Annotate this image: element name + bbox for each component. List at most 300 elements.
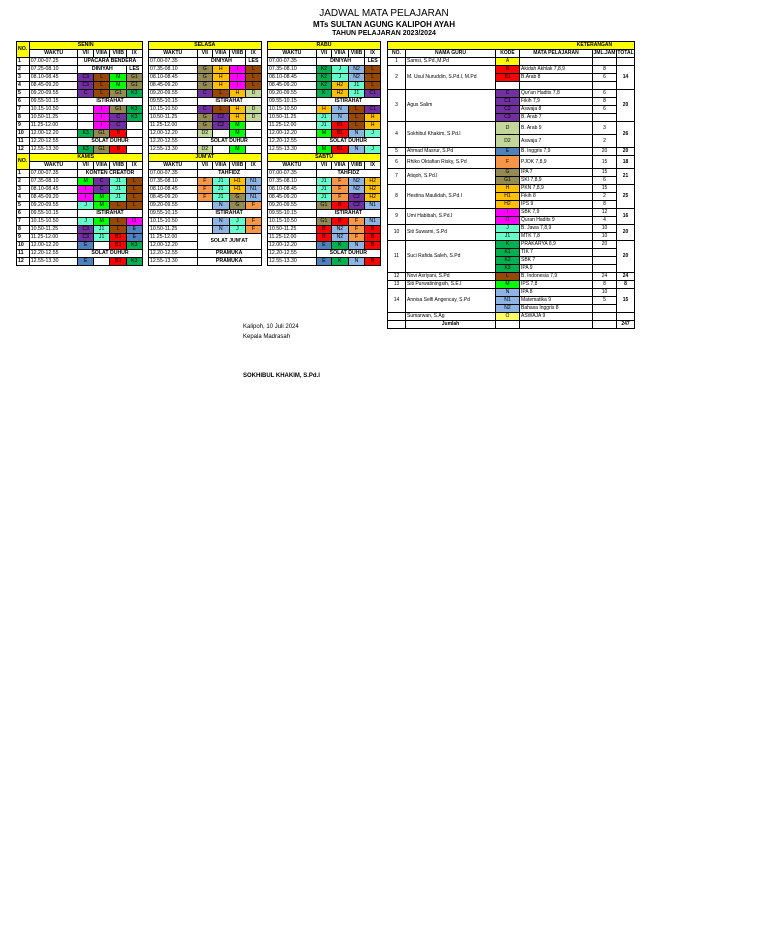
period-time: 09.55-10.15	[29, 210, 78, 218]
subject-code-cell: F	[332, 178, 349, 186]
subject-code-cell: J	[365, 130, 381, 138]
subject-hours	[593, 313, 617, 321]
subject-code-cell: J1	[93, 234, 110, 242]
subject-code-cell: F	[197, 194, 212, 202]
period-row	[17, 130, 381, 138]
subject-code-cell: L	[93, 90, 110, 98]
event-cell: PRAMUKA	[197, 250, 261, 258]
subject-code-cell: L	[127, 178, 142, 186]
period-row	[17, 194, 381, 202]
subject-code-cell: D	[246, 114, 261, 122]
subject-code-cell: H2	[365, 186, 381, 194]
period-time: 07.25-08.10	[29, 66, 78, 74]
subject-code-cell	[127, 146, 142, 154]
event-cell: SOLAT DUHUR	[78, 138, 142, 146]
period-time: 12.00-12.20	[29, 130, 78, 138]
subject-code-cell: B1	[110, 242, 127, 250]
subject-code-cell: N	[348, 146, 365, 154]
subject-code-cell: H2	[365, 178, 381, 186]
period-time: 12.20-12.55	[268, 138, 317, 146]
subject-code-cell	[197, 226, 212, 234]
period-time: 08.10-08.45	[268, 186, 317, 194]
period-time: 09.20-09.55	[148, 202, 197, 210]
subject-code-cell	[197, 202, 212, 210]
subject-name: SKI 7,8,9	[520, 177, 593, 185]
les-cell: LES	[127, 66, 142, 74]
subject-code-cell: N	[212, 226, 229, 234]
subject-code-cell: N	[348, 130, 365, 138]
subject-code-cell: F	[348, 218, 365, 226]
period-row	[17, 146, 381, 154]
period-row	[17, 186, 381, 194]
subject-code-cell: H2	[332, 90, 349, 98]
period-time: 12.55-13.30	[29, 146, 78, 154]
period-number: 7	[17, 106, 30, 114]
teacher-name: Novi Asriyani, S.Pd	[406, 273, 496, 281]
subject-code: O	[496, 313, 520, 321]
period-number: 4	[17, 82, 30, 90]
subject-name: ASWAJA 9	[520, 313, 593, 321]
subject-code-cell: J1	[316, 122, 331, 130]
subject-code-cell	[127, 130, 142, 138]
subject-code-cell: H1	[229, 178, 246, 186]
subject-code-cell: H	[316, 106, 331, 114]
subject-hours: 8	[593, 281, 617, 289]
period-time: 10.50-11.25	[268, 114, 317, 122]
subject-code-cell: N2	[332, 226, 349, 234]
period-time: 10.15-10.50	[268, 106, 317, 114]
teacher-subject-row	[388, 281, 635, 289]
class-viiib-header: VIIIB	[229, 50, 246, 58]
subject-code-cell: N1	[365, 202, 381, 210]
period-row	[17, 114, 381, 122]
class-ix-header: IX	[127, 162, 142, 170]
subject-code-cell: L	[246, 66, 261, 74]
period-time: 08.10-08.45	[29, 74, 78, 82]
subject-code-cell: J1	[212, 194, 229, 202]
subject-code-cell: B1	[332, 130, 349, 138]
subject-code: C3	[496, 114, 520, 122]
subject-name: Bahasa Inggris 8	[520, 305, 593, 313]
period-number: 1	[17, 58, 30, 66]
subject-code-cell: E	[127, 226, 142, 234]
period-time: 10.15-10.50	[148, 106, 197, 114]
subject-code: G1	[496, 177, 520, 185]
subject-code-cell: N2	[348, 74, 365, 82]
subject-name: Quran Hadits 9	[520, 217, 593, 225]
subject-code-cell: M	[229, 130, 246, 138]
day-name: JUM'AT	[148, 154, 261, 162]
period-time: 12.00-12.20	[268, 130, 317, 138]
subject-code-cell: D	[246, 106, 261, 114]
subject-code-cell: N	[348, 242, 365, 250]
class-viiib-header: VIIIB	[110, 50, 127, 58]
period-time: 08.10-08.45	[29, 186, 78, 194]
subject-code-cell: K3	[78, 146, 93, 154]
teacher-name-header: NAMA GURU	[406, 50, 496, 58]
teacher-subject-row	[388, 241, 635, 249]
subject-code-cell: G	[197, 82, 212, 90]
teacher-total: 21	[617, 169, 635, 185]
subject-code-cell: G1	[93, 146, 110, 154]
subject-name: B. Indonesia 7,9	[520, 273, 593, 281]
subject-code-cell: H	[229, 90, 246, 98]
subject-code-cell: C3	[78, 82, 93, 90]
class-viiia-header: VIIIA	[212, 162, 229, 170]
period-time: 10.15-10.50	[148, 218, 197, 226]
teacher-total: 20	[617, 241, 635, 273]
subject-code-cell: K	[316, 90, 331, 98]
period-row	[17, 218, 381, 226]
subject-code-cell: N	[332, 114, 349, 122]
subject-code-cell: B	[110, 130, 127, 138]
code-header: KODE	[496, 50, 520, 58]
subject-code-cell: K3	[127, 242, 142, 250]
subject-code-cell: H	[229, 114, 246, 122]
subject-code: C1	[496, 98, 520, 106]
subject-code-cell: F	[197, 186, 212, 194]
period-time: 10.50-11.25	[148, 226, 197, 234]
teacher-number: 6	[388, 156, 406, 169]
period-time: 12.00-12.20	[148, 242, 197, 250]
subject-code-cell: J1	[348, 82, 365, 90]
subject-name: B. Arab 7	[520, 114, 593, 122]
event-cell: SOLAT DUHUR	[316, 138, 380, 146]
period-number: 11	[17, 138, 30, 146]
period-number: 7	[17, 218, 30, 226]
event-cell: PRAMUKA	[197, 258, 261, 266]
period-time: 10.15-10.50	[29, 106, 78, 114]
day-name: SENIN	[29, 42, 142, 50]
subject-code-cell: I	[229, 66, 246, 74]
subject-code	[496, 82, 520, 90]
subject-code: C2	[496, 106, 520, 114]
event-cell: SOLAT JUM'AT	[197, 234, 261, 250]
subject-code-cell: I	[229, 74, 246, 82]
subject-hours	[593, 305, 617, 313]
subject-code-cell: K3	[78, 130, 93, 138]
teacher-name: Sumarwan, S.Ag	[406, 313, 496, 321]
subject-code-cell: K	[332, 242, 349, 250]
subject-name	[520, 58, 593, 66]
period-row	[17, 58, 381, 66]
subject-code-cell: K3	[127, 90, 142, 98]
subject-header: MATA PELAJARAN	[520, 50, 593, 58]
teacher-total: 20	[617, 225, 635, 241]
subject-code-cell: B1	[332, 146, 349, 154]
subject-code-cell: N2	[332, 234, 349, 242]
period-time: 07.35-08.10	[148, 178, 197, 186]
period-number: 9	[17, 122, 30, 130]
subject-code-cell: I	[93, 114, 110, 122]
column-header-row	[17, 50, 381, 58]
event-cell: ISTIRAHAT	[316, 98, 380, 106]
class-viiia-header: VIIIA	[93, 162, 110, 170]
day-name: SELASA	[148, 42, 261, 50]
teacher-subject-row	[388, 156, 635, 169]
teacher-name: Ahmad Masrur, S.Pd	[406, 148, 496, 156]
teacher-subject-row	[388, 209, 635, 217]
teacher-number: 13	[388, 281, 406, 289]
subject-code-cell: K	[332, 258, 349, 266]
subject-name: IPA 9	[520, 265, 593, 273]
period-time: 12.55-13.30	[148, 146, 197, 154]
period-number: 12	[17, 146, 30, 154]
subject-hours: 5	[593, 297, 617, 305]
subject-code-cell	[246, 146, 261, 154]
teacher-number: 4	[388, 122, 406, 148]
subject-code-cell: I	[93, 122, 110, 130]
subject-hours: 20	[593, 241, 617, 249]
column-header-row	[17, 162, 381, 170]
page-title: JADWAL MATA PELAJARAN	[319, 8, 449, 19]
subject-code-cell: H2	[365, 194, 381, 202]
subject-code-cell: N	[348, 258, 365, 266]
subject-code-cell: I	[78, 194, 93, 202]
subject-name: Fikih 8	[520, 193, 593, 201]
subject-code-cell: J1	[316, 186, 331, 194]
class-ix-header: IX	[246, 162, 261, 170]
subject-code-cell: N	[332, 106, 349, 114]
subject-name: B. Arab 9	[520, 122, 593, 135]
class-vii-header: VII	[316, 50, 331, 58]
event-cell: ISTIRAHAT	[78, 210, 142, 218]
period-time: 12.00-12.20	[148, 130, 197, 138]
subject-code-cell: L	[212, 90, 229, 98]
class-ix-header: IX	[365, 162, 381, 170]
subject-code-cell: L	[110, 218, 127, 226]
subject-code-cell: C1	[365, 90, 381, 98]
teacher-name: M. Usul Nuruddin, S.Pd.I, M.Pd	[406, 66, 496, 90]
subject-code-cell: C	[110, 122, 127, 130]
waktu-header: WAKTU	[148, 50, 197, 58]
subject-code-cell: K3	[127, 106, 142, 114]
teacher-name: Umi Habibah, S.Pd.I	[406, 209, 496, 225]
event-cell: DINIYAH	[78, 66, 127, 74]
subject-code-cell: I1	[127, 218, 142, 226]
period-row	[17, 170, 381, 178]
period-row	[17, 106, 381, 114]
subject-hours: 15	[593, 169, 617, 177]
subject-code-cell: K3	[127, 114, 142, 122]
period-time: 12.20-12.55	[148, 138, 197, 146]
period-time: 07.00-07.35	[148, 58, 197, 66]
subject-code-cell: B	[332, 202, 349, 210]
subject-code-cell	[197, 218, 212, 226]
subject-code-cell	[93, 242, 110, 250]
subject-name: SBK 7	[520, 257, 593, 265]
subject-code-cell: M	[93, 202, 110, 210]
teacher-subject-row	[388, 273, 635, 281]
subject-code: N2	[496, 305, 520, 313]
subject-name: IPS 7,8	[520, 281, 593, 289]
period-time: 07.35-08.10	[268, 178, 317, 186]
subject-code-cell: J1	[110, 194, 127, 202]
subject-code-cell: J	[332, 66, 349, 74]
subject-code-cell: L	[110, 202, 127, 210]
class-viiia-header: VIIIA	[212, 50, 229, 58]
subject-code: K1	[496, 249, 520, 257]
subject-code: H2	[496, 201, 520, 209]
summary-total-row	[388, 321, 635, 329]
subject-code-cell: N	[212, 218, 229, 226]
subject-code-cell: M	[93, 194, 110, 202]
subject-code-cell: G1	[316, 218, 331, 226]
teacher-name: Samsi, S.Pd.,M.Pd	[406, 58, 496, 66]
total-header: TOTAL	[617, 50, 634, 56]
subject-code-cell: C	[110, 114, 127, 122]
teacher-name: Atiqoh, S.Pd.I	[406, 169, 496, 185]
teacher-total: 25	[617, 185, 635, 209]
subject-code-cell: L	[93, 74, 110, 82]
subject-code-cell: L	[365, 74, 381, 82]
period-time: 10.50-11.25	[268, 226, 317, 234]
subject-hours: 10	[593, 225, 617, 233]
event-cell: ISTIRAHAT	[316, 210, 380, 218]
subject-code-cell: J1	[212, 186, 229, 194]
subject-code-cell: C2	[212, 122, 229, 130]
subject-code-cell: G1	[93, 130, 110, 138]
period-time: 10.50-11.25	[148, 114, 197, 122]
subject-code-cell: M	[316, 130, 331, 138]
waktu-header: WAKTU	[268, 162, 317, 170]
subject-code-cell: H1	[229, 186, 246, 194]
subject-name	[520, 82, 593, 90]
period-time: 09.20-09.55	[29, 202, 78, 210]
subject-code-cell: B	[332, 218, 349, 226]
subject-code-cell: B	[365, 258, 381, 266]
subject-code-cell: J1	[316, 178, 331, 186]
subject-code-cell: G	[197, 122, 212, 130]
waktu-header: WAKTU	[29, 50, 78, 58]
subject-code-cell: L	[365, 82, 381, 90]
teacher-subject-row	[388, 169, 635, 177]
subject-code: H1	[496, 193, 520, 201]
subject-name: Matematika 9	[520, 297, 593, 305]
subject-code: A	[496, 58, 520, 66]
subject-code-cell: G	[229, 202, 246, 210]
period-time: 08.10-08.45	[268, 74, 317, 82]
subject-code-cell	[78, 114, 93, 122]
period-time: 12.20-12.55	[29, 250, 78, 258]
class-vii-header: VII	[197, 50, 212, 58]
class-ix-header: IX	[365, 50, 381, 58]
subject-code-cell: J	[78, 218, 93, 226]
subject-code: H	[496, 185, 520, 193]
subject-hours: 2	[593, 135, 617, 148]
subject-code-cell: G1	[316, 202, 331, 210]
teacher-number: 3	[388, 90, 406, 122]
period-time: 08.45-09.20	[148, 82, 197, 90]
period-time: 09.20-09.55	[29, 90, 78, 98]
subject-code-cell: J1	[110, 186, 127, 194]
subject-code-cell: F	[348, 234, 365, 242]
teacher-number: 9	[388, 209, 406, 225]
period-row	[17, 90, 381, 98]
period-time: 10.50-11.25	[29, 226, 78, 234]
teacher-number: 1	[388, 58, 406, 66]
period-time: 11.25-12.00	[148, 122, 197, 130]
period-time: 11.25-12.00	[268, 122, 317, 130]
period-row	[17, 250, 381, 258]
subject-code: N	[496, 289, 520, 297]
subject-code-cell: M	[78, 178, 93, 186]
subject-name: TIK 7	[520, 249, 593, 257]
period-time: 11.25-12.00	[148, 234, 197, 242]
period-row	[17, 226, 381, 234]
subject-code-cell: B1	[332, 122, 349, 130]
day-header-row	[17, 42, 381, 50]
subject-code-cell: L	[348, 114, 365, 122]
class-viiia-header: VIIIA	[332, 162, 349, 170]
subject-code-cell: J1	[93, 226, 110, 234]
teacher-total	[617, 313, 635, 321]
subject-code-cell: N2	[348, 186, 365, 194]
subject-code-cell: B	[365, 234, 381, 242]
subject-code-cell: N2	[348, 66, 365, 74]
subject-code-cell	[212, 130, 229, 138]
day-name: SABTU	[268, 154, 381, 162]
teacher-total: 20	[617, 148, 635, 156]
subject-code: D	[496, 122, 520, 135]
subject-name: IPA 7	[520, 169, 593, 177]
period-number: 8	[17, 226, 30, 234]
class-viiia-header: VIIIA	[93, 50, 110, 58]
subject-hours: 12	[593, 209, 617, 217]
teacher-subject-row	[388, 90, 635, 98]
subject-code-cell: G1	[110, 90, 127, 98]
period-number: 2	[17, 66, 30, 74]
subject-code-cell: N1	[246, 194, 261, 202]
subject-code-cell: H	[212, 74, 229, 82]
teacher-subject-row	[388, 289, 635, 297]
subject-code-cell: C	[197, 106, 212, 114]
teacher-name: Annisa Selfi Angencay, S.Pd	[406, 289, 496, 313]
subject-code-cell: J	[229, 218, 246, 226]
subject-code-cell: B	[110, 146, 127, 154]
class-viiib-header: VIIIB	[229, 162, 246, 170]
period-row	[17, 82, 381, 90]
period-number: 3	[17, 186, 30, 194]
subject-code: I	[496, 209, 520, 217]
subject-code-cell: H	[365, 122, 381, 130]
subject-name: PKN 7,8,9	[520, 185, 593, 193]
teacher-subject-row	[388, 58, 635, 66]
waktu-header: WAKTU	[29, 162, 78, 170]
period-number: 9	[17, 234, 30, 242]
subject-code-cell: M	[229, 122, 246, 130]
subject-name: MTK 7,8	[520, 233, 593, 241]
schedule-table	[16, 41, 381, 266]
subject-code: K2	[496, 257, 520, 265]
subject-code-cell: M	[316, 146, 331, 154]
subject-code-cell	[127, 122, 142, 130]
subject-code: J1	[496, 233, 520, 241]
subject-hours: 20	[593, 148, 617, 156]
subject-name: IPS 9	[520, 201, 593, 209]
subject-code-cell: F	[246, 226, 261, 234]
subject-hours	[593, 257, 617, 265]
period-time: 11.25-12.00	[268, 234, 317, 242]
teacher-number: 14	[388, 289, 406, 313]
teacher-number: 12	[388, 273, 406, 281]
period-time: 09.20-09.55	[268, 90, 317, 98]
subject-hours	[593, 265, 617, 273]
empty-cell	[593, 321, 617, 329]
empty-cell	[520, 321, 593, 329]
subject-hours: 8	[593, 201, 617, 209]
subject-code-cell	[93, 258, 110, 266]
